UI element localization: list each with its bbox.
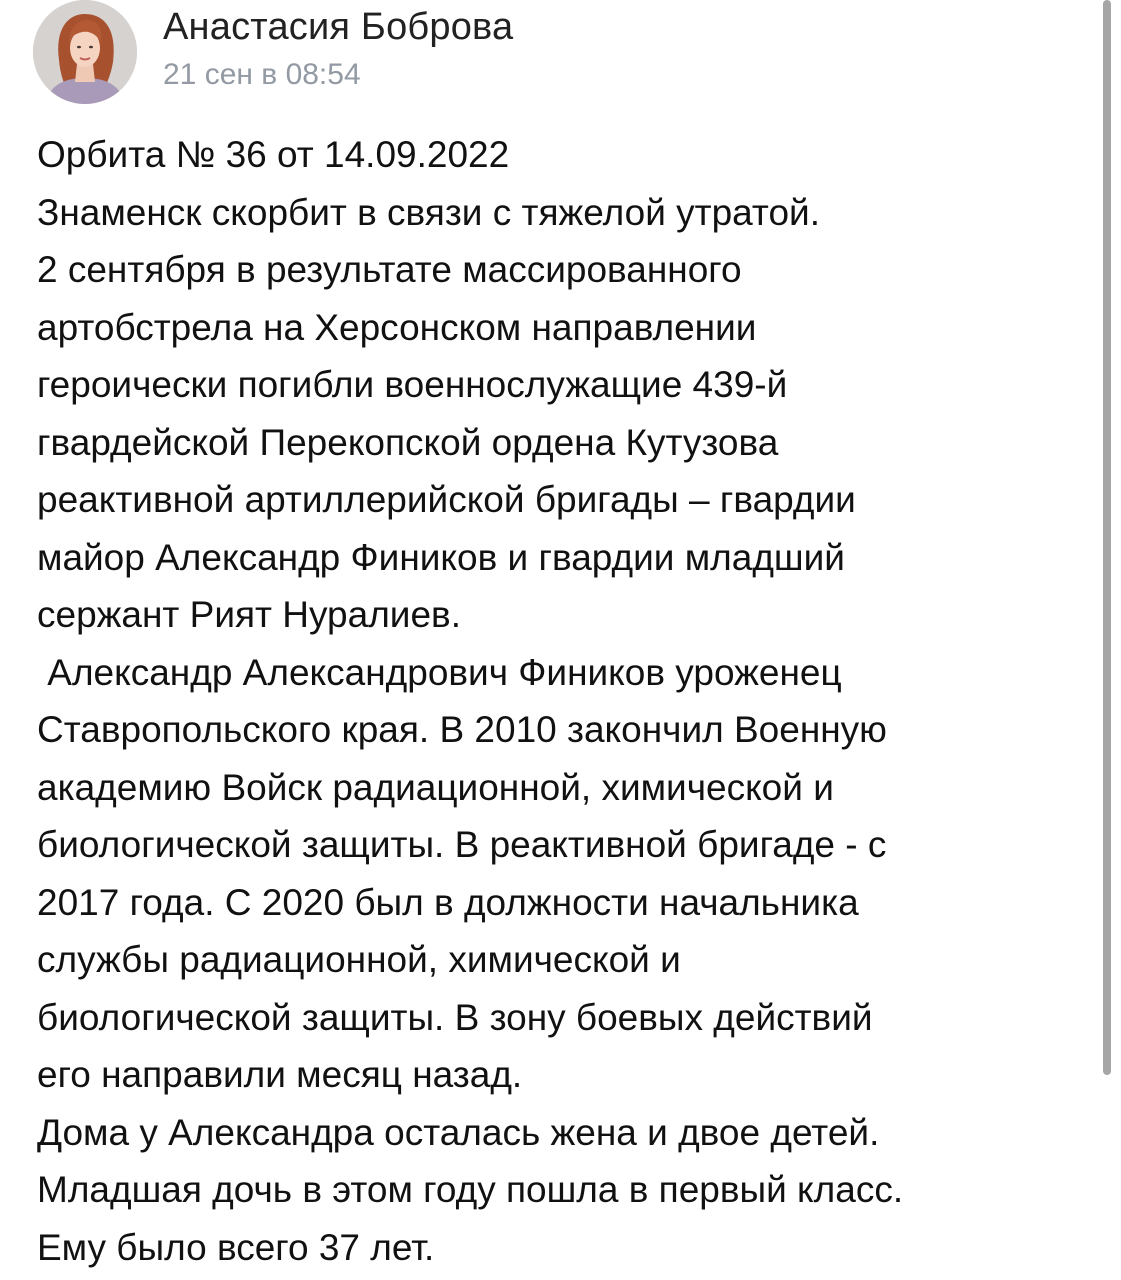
post-text-line: его направили месяц назад.	[37, 1054, 523, 1095]
scrollbar[interactable]	[1103, 0, 1111, 1075]
post-text-line: Дома у Александра осталась жена и двое детей.	[37, 1111, 880, 1153]
post-text-line: сержант Рият Нуралиев.	[37, 594, 461, 635]
post-text-line: реактивной артиллерийской бригады – гвардии	[37, 479, 856, 520]
post-text-line: службы радиационной, химической и	[37, 939, 681, 980]
post-text-line: биологической защиты. В зону боевых действий	[37, 996, 873, 1038]
post-text-line: 2017 года. С 2020 был в должности начальника	[37, 881, 859, 923]
post-text-line: Александр Александрович Фиников уроженец	[37, 651, 842, 693]
post-text-line: Орбита № 36 от 14.09.2022	[37, 134, 510, 175]
post-text	[37, 126, 1097, 1276]
post-timestamp[interactable]: 21 сен в 08:54	[163, 58, 361, 91]
post-text-line: гвардейской Перекопской ордена Кутузова	[37, 421, 779, 463]
post-text-line: академию Войск радиационной, химической и	[37, 766, 834, 808]
post-text-line: Ставропольского края. В 2010 закончил Военную	[37, 709, 887, 750]
post-text-line: артобстрела на Херсонском направлении	[37, 306, 757, 348]
post-text-line: героически погибли военнослужащие 439-й	[37, 364, 788, 405]
post-text-line: 2 сентября в результате массированного	[37, 249, 742, 290]
post-header	[33, 0, 1033, 110]
avatar[interactable]	[33, 0, 137, 104]
post-text-line: Младшая дочь в этом году пошла в первый класс.	[37, 1169, 904, 1210]
post-text-line: Ему было всего 37 лет.	[37, 1226, 435, 1268]
author-name[interactable]: Анастасия Боброва	[163, 6, 514, 48]
user-photo-icon	[33, 0, 137, 104]
post-text-line: биологической защиты. В реактивной бригаде - с	[37, 824, 887, 865]
post-text-line: майор Александр Фиников и гвардии младший	[37, 536, 845, 578]
post-text-line: Знаменск скорбит в связи с тяжелой утратой.	[37, 191, 820, 233]
